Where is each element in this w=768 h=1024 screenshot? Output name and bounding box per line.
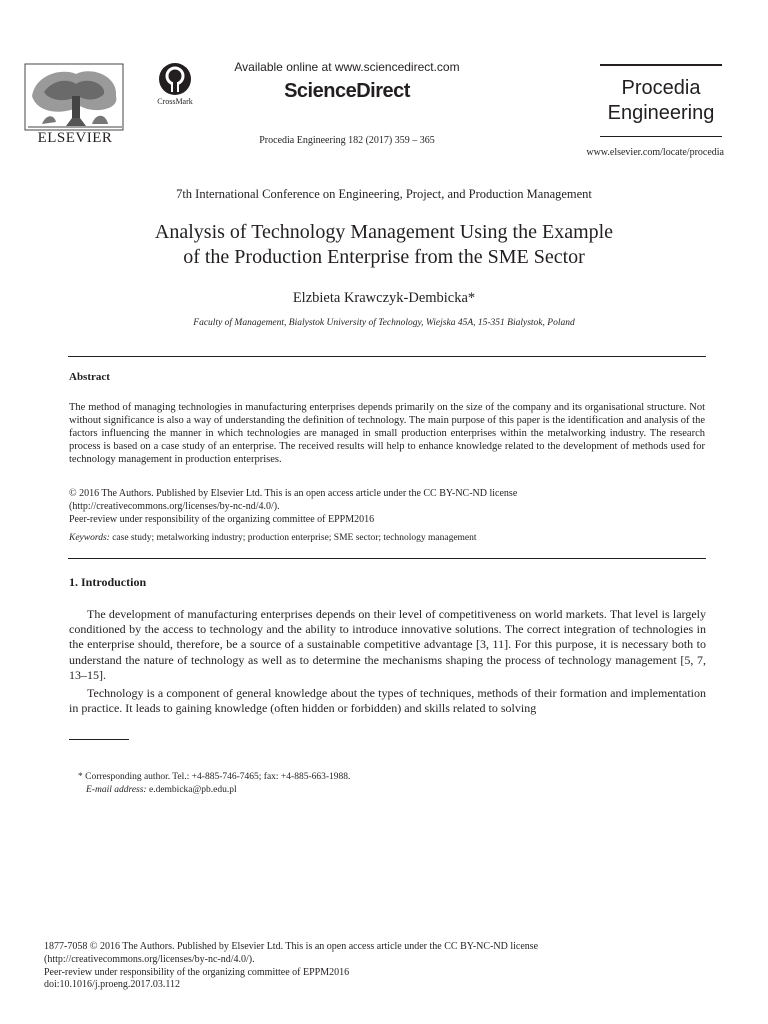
author-name: Elzbieta Krawczyk-Dembicka* — [292, 290, 476, 306]
footer-doi[interactable]: doi:10.1016/j.proeng.2017.03.112 — [44, 979, 181, 991]
footer-peer-review: Peer-review under responsibility of the organizing committee of EPPM2016 — [44, 966, 350, 978]
elsevier-logo — [22, 62, 128, 152]
footer-copyright: © 2016 The Authors. Published by Elsevier Ltd. This is an open access article under the CC BY-NC-ND license — [89, 941, 539, 952]
abstract-bottom-rule — [68, 558, 706, 559]
conference-name: 7th International Conference on Engineering, Project, and Production Management — [176, 187, 592, 201]
crossmark-label: CrossMark — [157, 97, 193, 106]
footer-copyright-line — [44, 941, 734, 954]
email-label: E-mail address: — [86, 785, 147, 795]
abstract-heading: Abstract — [69, 371, 110, 383]
journal-citation: Procedia Engineering 182 (2017) 359 – 365 — [259, 135, 435, 146]
journal-box-bottom-rule — [600, 136, 722, 137]
sciencedirect-wordmark: ScienceDirect — [284, 80, 410, 102]
abstract-copyright — [69, 488, 705, 526]
journal-box-top-rule — [600, 64, 722, 66]
footnote-rule — [69, 739, 129, 740]
footer-license-link[interactable]: (http://creativecommons.org/licenses/by-nc-nd/4.0/). — [44, 953, 255, 965]
crossmark-badge[interactable] — [150, 62, 200, 110]
crossmark-icon — [158, 62, 192, 96]
keywords — [69, 533, 705, 543]
keywords-label: Keywords: — [69, 533, 110, 543]
abstract-top-rule — [68, 356, 706, 357]
affiliation: Faculty of Management, Bialystok University of Technology, Wiejska 45A, 15-351 Bialystok, Poland — [193, 318, 575, 328]
footer-issn: 1877-7058 — [44, 941, 88, 952]
article-title — [40, 220, 728, 270]
email-address[interactable]: e.dembicka@pb.edu.pl — [148, 785, 237, 795]
footnote-corresponding: * Corresponding author. Tel.: +4-885-746-7465; fax: +4-885-663-1988. — [78, 772, 351, 782]
abstract-peer-review: Peer-review under responsibility of the organizing committee of EPPM2016 — [69, 513, 375, 525]
introduction-paragraph-1: The development of manufacturing enterprises depends on their level of competitiveness on world markets. That level is largely conditioned by the access to technology and the ability to introduce innovative solutions. The correct integration of technologies in the enterprise should, therefore, be a source of a sustainable competitive advantage [3, 11]. For this purpose, it is necessary both to understand the nature of technology as well as to determine the mechanisms shaping the process of technology management [5, 7, 13–15]. — [69, 607, 706, 682]
title-line2: of the Production Enterprise from the SME Sector — [183, 246, 585, 268]
journal-name-line1: Procedia — [621, 77, 701, 99]
introduction-paragraph-2: Technology is a component of general knowledge about the types of techniques, methods of their formation and implementation in practice. It leads to gaining knowledge (often hidden or forbidden) and skills related to solving — [69, 686, 706, 716]
abstract-copyright-line: © 2016 The Authors. Published by Elsevier Ltd. This is an open access article under the CC BY-NC-ND license — [69, 488, 518, 499]
page-footer — [44, 941, 734, 992]
journal-name-line2: Engineering — [607, 102, 715, 124]
introduction-heading: 1. Introduction — [69, 575, 147, 589]
journal-url[interactable]: www.elsevier.com/locate/procedia — [586, 147, 724, 158]
journal-name — [598, 76, 724, 126]
title-line1: Analysis of Technology Management Using the Example — [154, 221, 614, 243]
abstract-body: The method of managing technologies in manufacturing enterprises depends primarily on the size of the company and its organisational structure. Not without significance is also a way of understanding the definition of technology. The main purpose of this paper is the identification and analysis of the factors influencing the manner in which technologies are managed in small production enterprises within the metalworking industry. The research process is based on a case study of an enterprise. The received results will help to enhance knowledge related to the development of methods used for technology management in production enterprises. — [69, 402, 705, 465]
abstract-license-link[interactable]: (http://creativecommons.org/licenses/by-nc-nd/4.0/). — [69, 500, 280, 512]
elsevier-tree-icon — [22, 62, 128, 134]
publisher-name: ELSEVIER — [37, 130, 113, 146]
footnote-email — [86, 785, 237, 795]
keywords-list: case study; metalworking industry; production enterprise; SME sector; technology management — [112, 533, 477, 543]
available-online-text: Available online at www.sciencedirect.com — [234, 60, 460, 74]
